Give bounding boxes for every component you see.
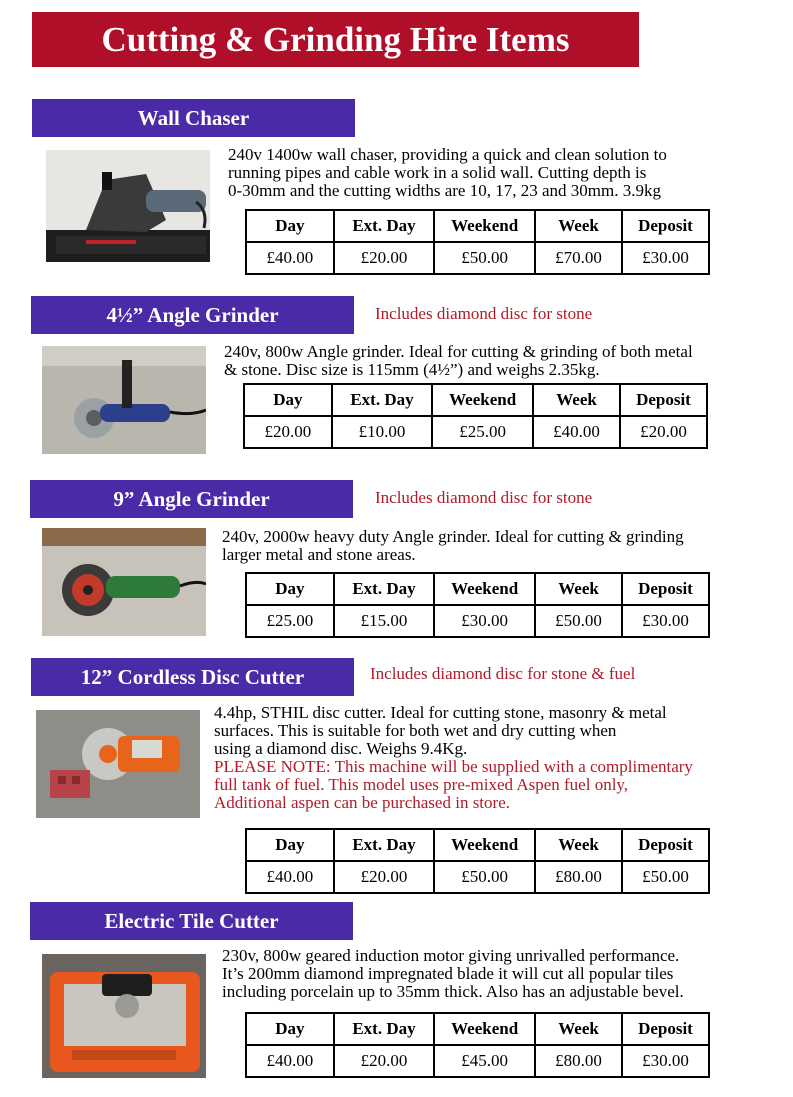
price-weekend: £25.00 (432, 416, 533, 448)
angle-grinder-9-photo (42, 528, 206, 636)
item-description: 240v, 800w Angle grinder. Ideal for cutting & grinding of both metal & stone. Disc size is 115mm (4½”) and weighs 2.35kg. (224, 342, 693, 379)
hire-item-wall-chaser (0, 99, 793, 279)
price-week: £70.00 (535, 242, 622, 274)
col-header-week: Week (535, 210, 622, 242)
col-header-day: Day (246, 829, 334, 861)
col-header-ext-day: Ext. Day (334, 1013, 434, 1045)
price-ext-day: £20.00 (334, 242, 434, 274)
price-deposit: £20.00 (620, 416, 707, 448)
col-header-ext-day: Ext. Day (334, 829, 434, 861)
hire-item-4-5-angle-grinder (0, 296, 793, 461)
col-header-ext-day: Ext. Day (332, 384, 432, 416)
price-ext-day: £20.00 (334, 1045, 434, 1077)
tile-cutter-photo (42, 954, 206, 1078)
wall-chaser-photo (46, 150, 210, 262)
disc-cutter-photo (36, 710, 200, 818)
col-header-deposit: Deposit (620, 384, 707, 416)
hire-item-tile-cutter (0, 902, 793, 1082)
col-header-ext-day: Ext. Day (334, 210, 434, 242)
item-heading: 9” Angle Grinder (30, 480, 353, 518)
price-weekend: £45.00 (434, 1045, 535, 1077)
col-header-day: Day (246, 573, 334, 605)
price-table (243, 383, 708, 449)
col-header-day: Day (244, 384, 332, 416)
price-ext-day: £15.00 (334, 605, 434, 637)
price-week: £80.00 (535, 861, 622, 893)
price-day: £25.00 (246, 605, 334, 637)
col-header-week: Week (535, 573, 622, 605)
item-note: Includes diamond disc for stone (375, 304, 593, 323)
col-header-weekend: Weekend (432, 384, 533, 416)
angle-grinder-photo (42, 346, 206, 454)
col-header-deposit: Deposit (622, 210, 709, 242)
col-header-week: Week (535, 1013, 622, 1045)
item-description: 240v, 2000w heavy duty Angle grinder. Ideal for cutting & grinding larger metal and stone areas. (222, 527, 684, 564)
price-weekend: £30.00 (434, 605, 535, 637)
price-day: £40.00 (246, 861, 334, 893)
price-week: £50.00 (535, 605, 622, 637)
hire-item-9-angle-grinder (0, 480, 793, 640)
col-header-day: Day (246, 210, 334, 242)
col-header-weekend: Weekend (434, 829, 535, 861)
page-title: Cutting & Grinding Hire Items (32, 12, 639, 67)
price-day: £40.00 (246, 242, 334, 274)
col-header-weekend: Weekend (434, 210, 535, 242)
col-header-week: Week (533, 384, 620, 416)
col-header-day: Day (246, 1013, 334, 1045)
price-table (245, 572, 710, 638)
price-ext-day: £10.00 (332, 416, 432, 448)
item-heading: Electric Tile Cutter (30, 902, 353, 940)
price-deposit: £30.00 (622, 242, 709, 274)
col-header-weekend: Weekend (434, 1013, 535, 1045)
price-deposit: £30.00 (622, 605, 709, 637)
item-description: 4.4hp, STHIL disc cutter. Ideal for cutting stone, masonry & metal surfaces. This is suitable for both wet and dry cutting when using a diamond disc. Weighs 9.4Kg. PLEASE NOTE: This machine will be supplied with a complimentary full tank of fuel. This model uses pre-mixed Aspen fuel only, Additional aspen can be purchased in store. (214, 703, 693, 812)
col-header-deposit: Deposit (622, 829, 709, 861)
item-note: Includes diamond disc for stone (375, 488, 593, 507)
item-heading: 4½” Angle Grinder (31, 296, 354, 334)
price-week: £80.00 (535, 1045, 622, 1077)
col-header-weekend: Weekend (434, 573, 535, 605)
hire-item-disc-cutter (0, 658, 793, 898)
price-deposit: £50.00 (622, 861, 709, 893)
col-header-week: Week (535, 829, 622, 861)
price-weekend: £50.00 (434, 861, 535, 893)
col-header-deposit: Deposit (622, 573, 709, 605)
item-heading: Wall Chaser (32, 99, 355, 137)
price-weekend: £50.00 (434, 242, 535, 274)
price-table (245, 1012, 710, 1078)
fuel-warning: PLEASE NOTE: This machine will be supplied with a complimentary full tank of fuel. This model uses pre-mixed Aspen fuel only, Additional aspen can be purchased in store. (214, 757, 693, 812)
col-header-deposit: Deposit (622, 1013, 709, 1045)
price-table (245, 828, 710, 894)
col-header-ext-day: Ext. Day (334, 573, 434, 605)
item-heading: 12” Cordless Disc Cutter (31, 658, 354, 696)
price-ext-day: £20.00 (334, 861, 434, 893)
price-week: £40.00 (533, 416, 620, 448)
price-table (245, 209, 710, 275)
item-description: 240v 1400w wall chaser, providing a quick and clean solution to running pipes and cable work in a solid wall. Cutting depth is 0-30mm and the cutting widths are 10, 17, 23 and 30mm. 3.9kg (228, 145, 667, 200)
item-description: 230v, 800w geared induction motor giving unrivalled performance. It’s 200mm diamond impregnated blade it will cut all popular tiles including porcelain up to 35mm thick. Also has an adjustable bevel. (222, 946, 684, 1001)
item-note: Includes diamond disc for stone & fuel (370, 664, 636, 683)
price-day: £40.00 (246, 1045, 334, 1077)
price-deposit: £30.00 (622, 1045, 709, 1077)
price-day: £20.00 (244, 416, 332, 448)
